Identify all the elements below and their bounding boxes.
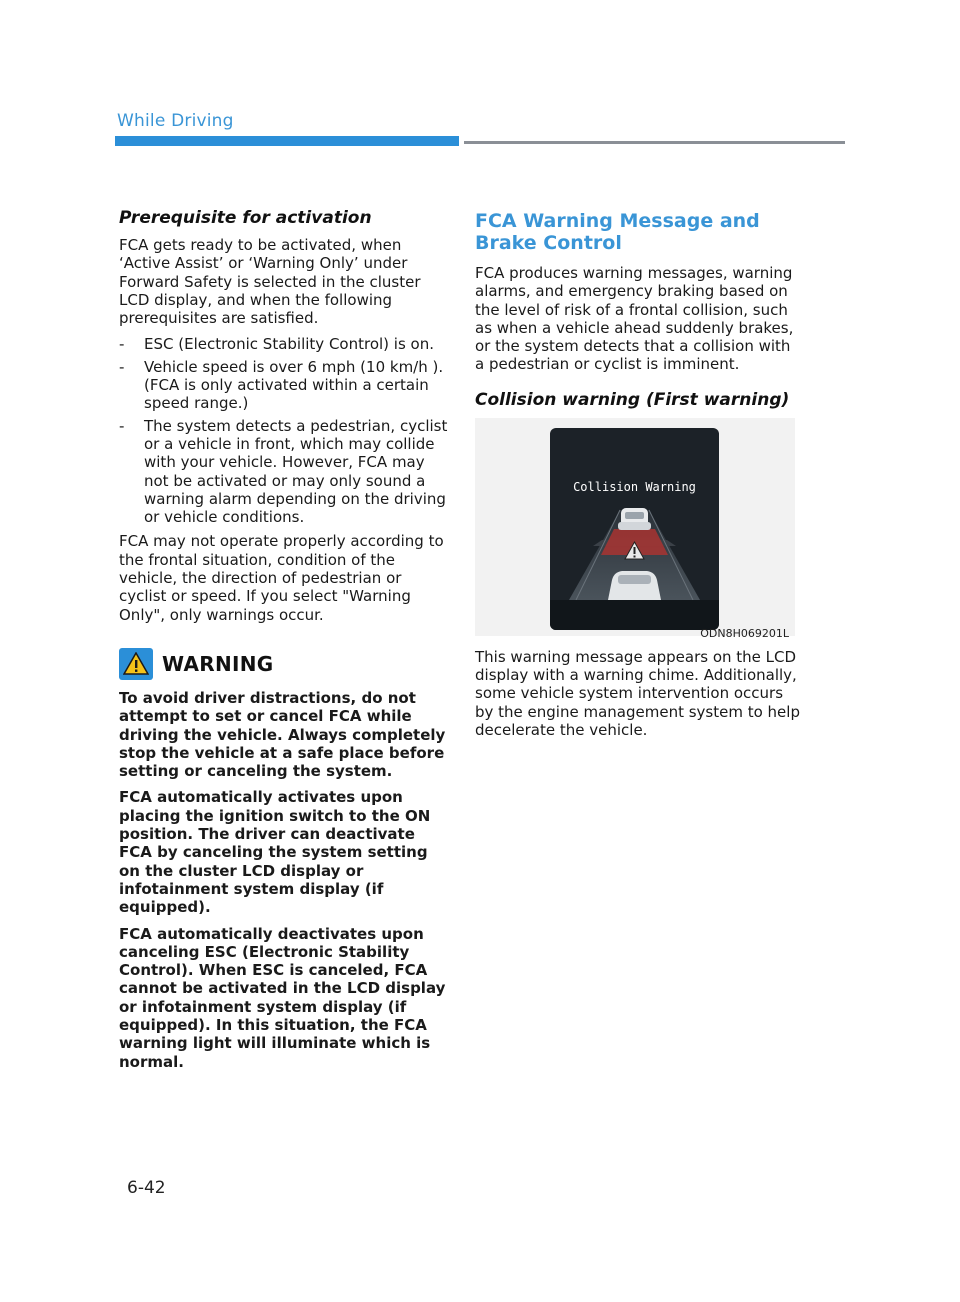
list-item-text: The system detects a pedestrian, cyclist or a vehicle in front, which may collide with your vehicle. However, FCA may not be activated or may only sound a warning alarm depending on the driving or vehicle conditions.	[144, 416, 448, 527]
list-item-text: ESC (Electronic Stability Control) is on.	[144, 335, 434, 354]
warning-title: WARNING	[162, 651, 274, 676]
collision-warning-text: This warning message appears on the LCD display with a warning chime. Additionally, some vehicle system intervention occurs by the engine management system to help decelerate the vehicle.	[475, 647, 800, 739]
cluster-screen	[550, 428, 719, 630]
cluster-illustration	[475, 418, 795, 640]
dash-mark: -	[119, 416, 125, 435]
screen-footer	[550, 600, 719, 630]
figure-caption: ODN8H069201L	[700, 626, 789, 640]
section-header: While Driving	[117, 111, 234, 131]
section-intro: FCA produces warning messages, warning alarms, and emergency braking based on the level of risk of a frontal collision, such as when a vehicle ahead suddenly brakes, or the system detects that a collision with a pedestrian or cyclist is imminent.	[475, 264, 794, 374]
screen-message: Collision Warning	[573, 479, 696, 494]
prereq-title: Prerequisite for activation	[119, 208, 372, 228]
left-column	[119, 208, 449, 1079]
section-title: FCA Warning Message and Brake Control	[475, 210, 760, 254]
prereq-list	[119, 335, 449, 526]
dash-mark: -	[119, 357, 125, 376]
collision-warning-title: Collision warning (First warning)	[475, 389, 790, 410]
warning-paragraph: FCA automatically deactivates upon canceling ESC (Electronic Stability Control). When ESC is canceled, FCA cannot be activated in the LCD display or infotainment system display (if equipped). In this situation, the FCA warning light will illuminate which is normal.	[119, 924, 446, 1071]
prereq-note: FCA may not operate properly according to the frontal situation, condition of the vehicle, the direction of pedestrian or cyclist or speed. If you select "Warning Only", only warnings occur.	[119, 532, 444, 624]
header-accent-bar	[115, 136, 459, 146]
page-number: 6-42	[127, 1178, 166, 1198]
prereq-intro: FCA gets ready to be activated, when ‘Active Assist’ or ‘Warning Only’ under Forward Safety is selected in the cluster LCD display, and when the following prerequisites are satisfied.	[119, 236, 421, 328]
dash-mark: -	[119, 335, 125, 354]
warning-paragraph: To avoid driver distractions, do not attempt to set or cancel FCA while driving the vehicle. Always completely stop the vehicle at a safe place before setting or canceling the system.	[119, 688, 446, 781]
list-item	[119, 417, 449, 527]
list-item	[119, 335, 449, 353]
list-item-text: Vehicle speed is over 6 mph (10 km/h ). (FCA is only activated within a certain speed range.)	[144, 357, 444, 413]
right-column	[475, 208, 800, 747]
warning-triangle-icon	[119, 648, 153, 680]
header-rule	[464, 141, 845, 144]
list-item	[119, 358, 449, 413]
warning-heading	[119, 648, 449, 680]
warning-paragraph: FCA automatically activates upon placing the ignition switch to the ON position. The driver can deactivate FCA by canceling the system setting on the cluster LCD display or infotainment system display (if equipped).	[119, 788, 431, 917]
